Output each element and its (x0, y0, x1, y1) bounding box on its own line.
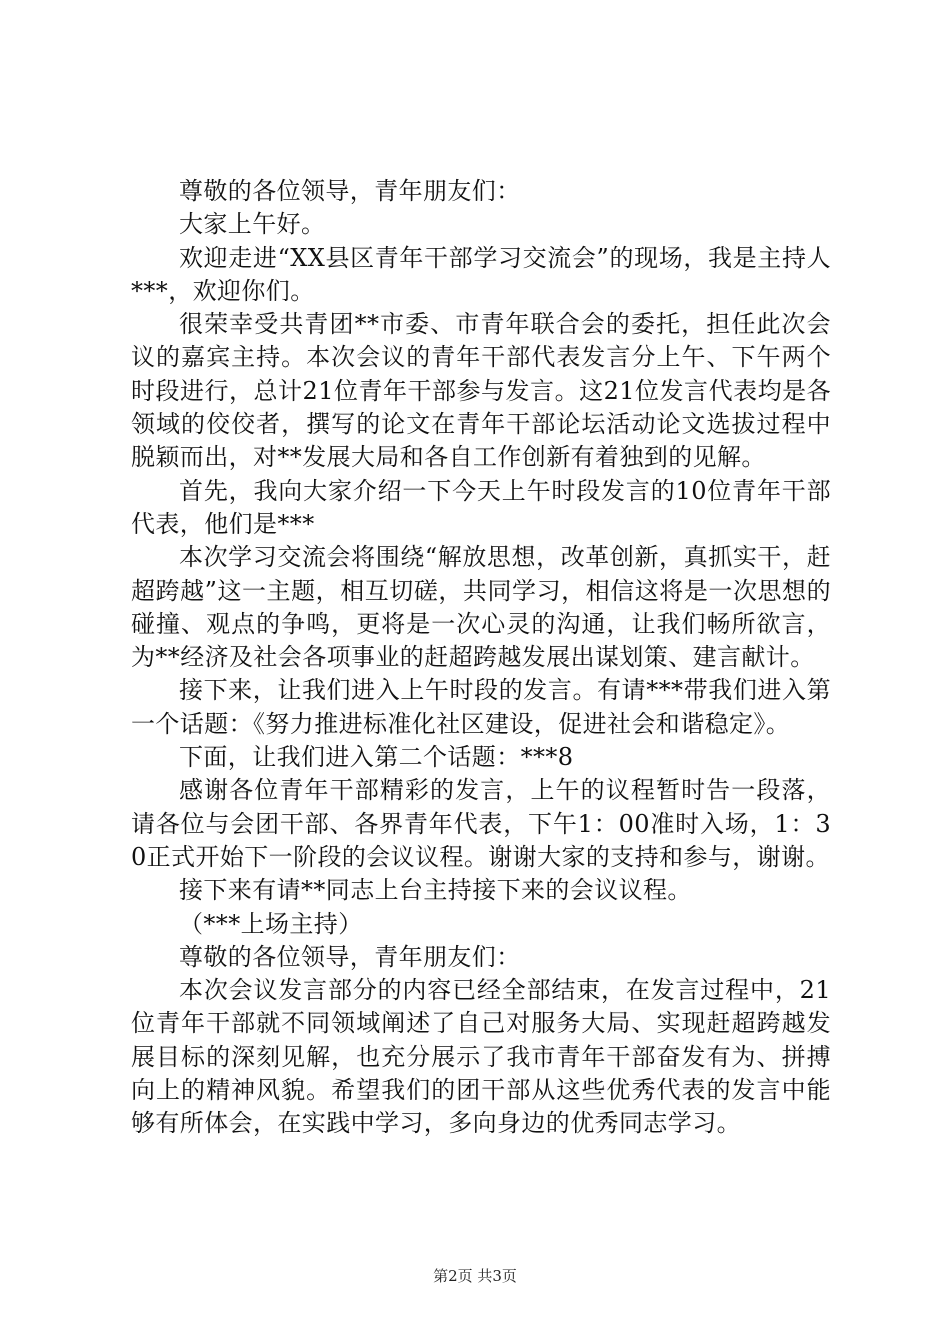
paragraph-salutation-2: 尊敬的各位领导，青年朋友们： (179, 942, 521, 971)
paragraph-welcome: 欢迎走进“XX县区青年干部学习交流会”的现场，我是主持人***，欢迎你们。 (131, 243, 831, 305)
paragraph-closing: 本次会议发言部分的内容已经全部结束，在发言过程中，21位青年干部就不同领域阐述了自己对服务大局、实现赶超跨越发展目标的深刻见解，也充分展示了我市青年干部奋发有为、拼搏向上的精神风貌。希望我们的团干部从这些优秀代表的发言中能够有所体会，在实践中学习，多向身边的优秀同志学习。 (131, 976, 831, 1138)
paragraph-first-topic: 接下来，让我们进入上午时段的发言。有请***带我们进入第一个话题：《努力推进标准化社区建设，促进社会和谐稳定》。 (131, 676, 831, 738)
page-number-footer: 第2页 共3页 (433, 1267, 517, 1285)
document-body (131, 175, 831, 1141)
paragraph-greeting: 大家上午好。 (179, 210, 326, 239)
paragraph-next-host: 接下来有请**同志上台主持接下来的会议议程。 (179, 876, 692, 905)
paragraph-intro: 很荣幸受共青团**市委、市青年联合会的委托，担任此次会议的嘉宾主持。本次会议的青年干部代表发言分上午、下午两个时段进行，总计21位青年干部参与发言。这21位发言代表均是各领域的佼佼者，撰写的论文在青年干部论坛活动论文选拔过程中脱颖而出，对**发展大局和各自工作创新有着独到的见解。 (131, 310, 831, 472)
paragraph-thanks: 感谢各位青年干部精彩的发言，上午的议程暂时告一段落，请各位与会团干部、各界青年代表，下午1：00准时入场，1：30正式开始下一阶段的会议议程。谢谢大家的支持和参与，谢谢。 (131, 776, 831, 871)
paragraph-theme: 本次学习交流会将围绕“解放思想，改革创新，真抓实干，赶超跨越”这一主题，相互切磋，共同学习，相信这将是一次思想的碰撞、观点的争鸣，更将是一次心灵的沟通，让我们畅所欲言，为**经济及社会各项事业的赶超跨越发展出谋划策、建言献计。 (131, 543, 831, 672)
paragraph-salutation: 尊敬的各位领导，青年朋友们： (179, 177, 521, 205)
paragraph-representatives: 首先，我向大家介绍一下今天上午时段发言的10位青年干部代表，他们是*** (131, 476, 831, 538)
paragraph-host-note: （***上场主持） (179, 909, 363, 938)
paragraph-second-topic: 下面，让我们进入第二个话题：***8 (179, 743, 574, 772)
